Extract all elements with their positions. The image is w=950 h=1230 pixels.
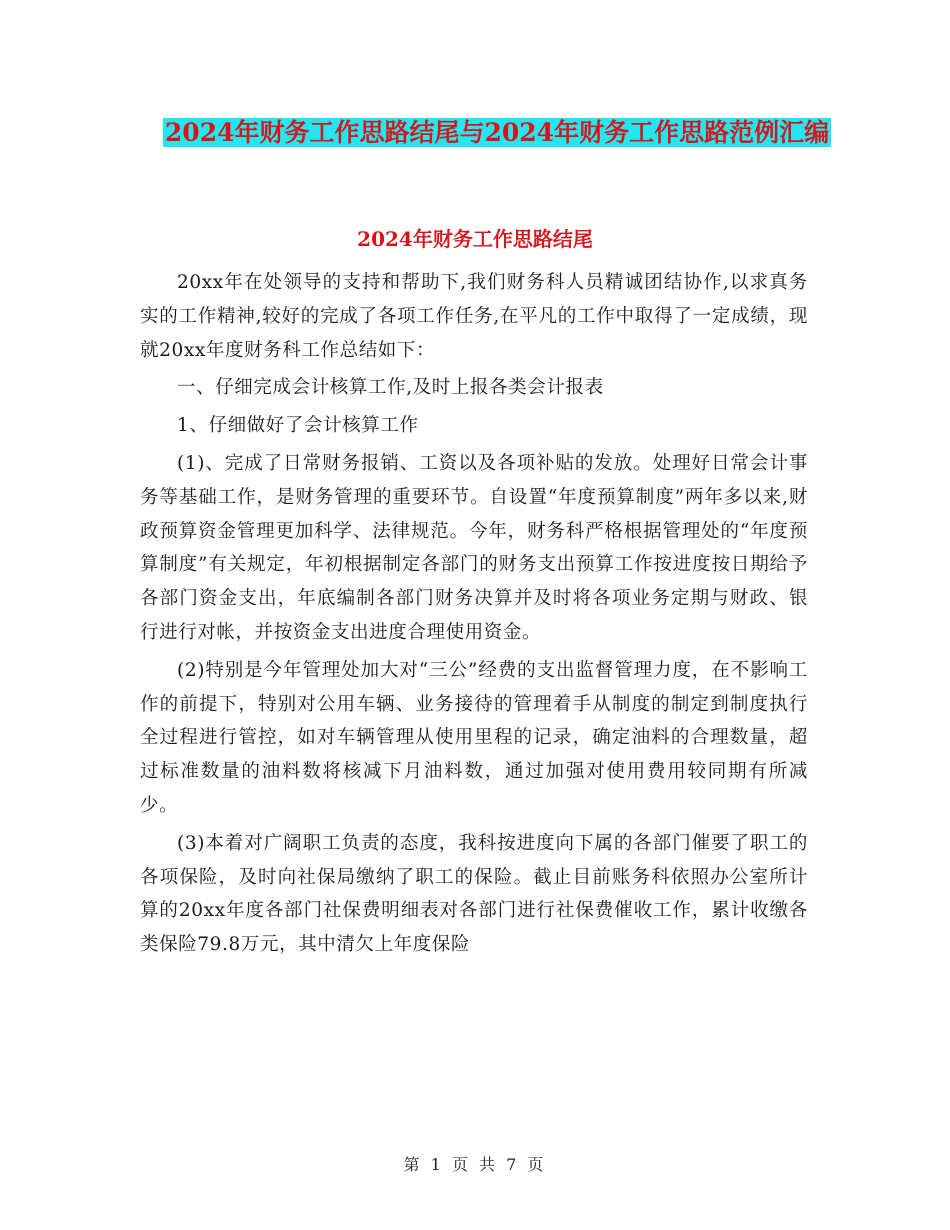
paragraph-item-2: (2)特别是今年管理处加大对“三公”经费的支出监督管理力度，在不影响工作的前提下，特别对公用车辆、业务接待的管理着手从制度的制定到制度执行全过程进行管控，如对车辆管理从使用里程的记录，确定油料的合理数量，超过标准数量的油料数将核减下月油料数，通过加强对使用费用较同期有所减少。 [140, 659, 808, 816]
paragraph-item-3: (3)本着对广阔职工负责的态度，我科按进度向下属的各部门催要了职工的各项保险，及时向社保局缴纳了职工的保险。截止目前账务科依照办公室所计算的20xx年度各部门社保费明细表对各部门进行社保费催收工作，累计收缴各类保险79.8万元，其中清欠上年度保险 [140, 832, 808, 956]
paragraph-item-1: (1)、完成了日常财务报销、工资以及各项补贴的发放。处理好日常会计事务等基础工作，是财务管理的重要环节。自设置“年度预算制度”两年多以来,财政预算资金管理更加科学、法律规范。今年，财务科严格根据管理处的“年度预算制度”有关规定，年初根据制定各部门的财务支出预算工作按进度按日期给予各部门资金支出，年底编制各部门财务决算并及时将各项业务定期与财政、银行进行对帐，并按资金支出进度合理使用资金。 [140, 452, 808, 643]
paragraph-subheading-1: 1、仔细做好了会计核算工作 [177, 415, 419, 437]
document-body [140, 266, 808, 966]
document-title-text: 2024年财务工作思路结尾与2024年财务工作思路范例汇编 [164, 118, 830, 147]
section-title: 2024年财务工作思路结尾 [357, 227, 593, 251]
page-footer: 第 1 页 共 7 页 [403, 1155, 547, 1174]
paragraph-intro: 20xx年在处领导的支持和帮助下,我们财务科人员精诚团结协作,以求真务实的工作精神,较好的完成了各项工作任务,在平凡的工作中取得了一定成绩，现就20xx年度财务科工作总结如下： [140, 272, 808, 361]
document-title [150, 110, 844, 156]
paragraph-heading-1: 一、仔细完成会计核算工作,及时上报各类会计报表 [177, 377, 604, 399]
